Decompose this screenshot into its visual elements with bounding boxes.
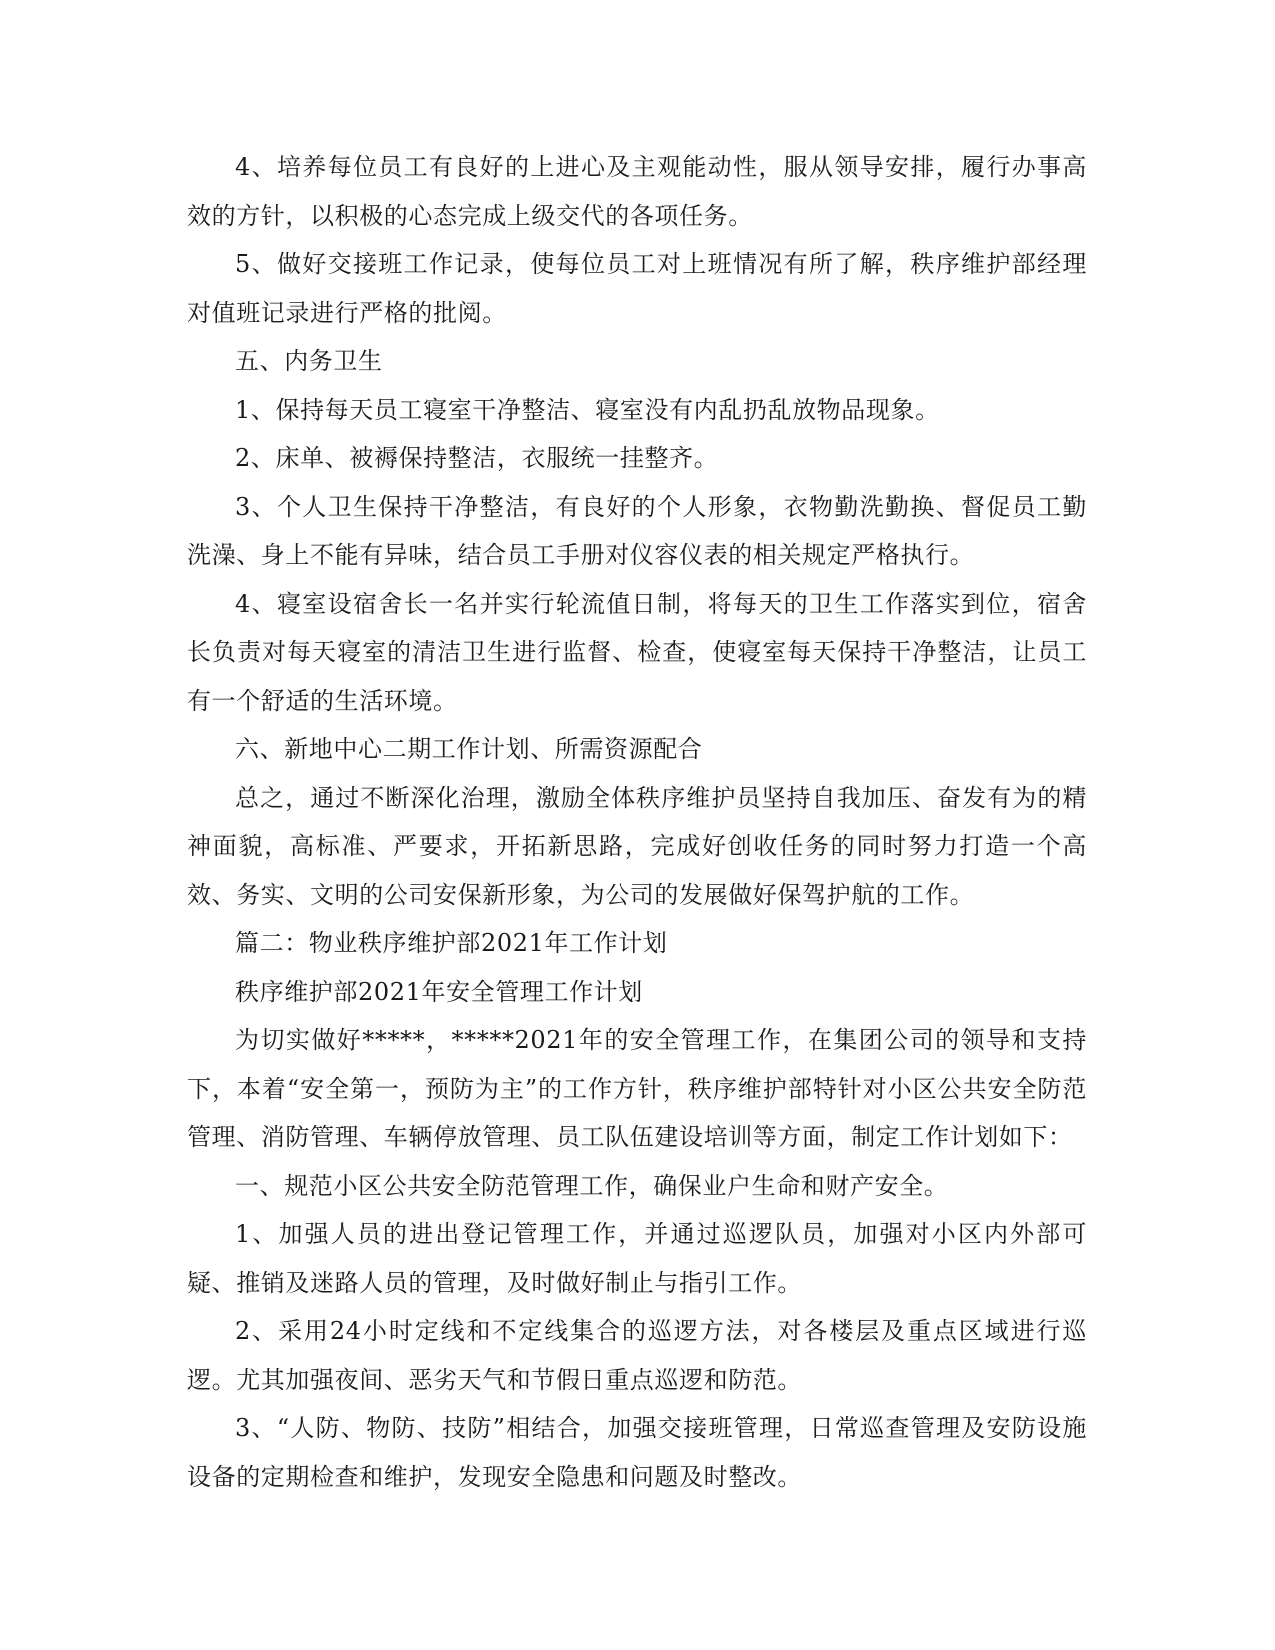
- section-heading: 一、规范小区公共安全防范管理工作，确保业户生命和财产安全。: [235, 1171, 949, 1200]
- paragraph: 4、寝室设宿舍长一名并实行轮流值日制，将每天的卫生工作落实到位，宿舍长负责对每天寝室的清洁卫生进行监督、检查，使寝室每天保持干净整洁，让员工有一个舒适的生活环境。: [187, 589, 1087, 715]
- paragraph: 3、个人卫生保持干净整洁，有良好的个人形象，衣物勤洗勤换、督促员工勤洗澡、身上不能有异味，结合员工手册对仪容仪表的相关规定严格执行。: [187, 492, 1087, 569]
- paragraph: 为切实做好*****，*****2021年的安全管理工作，在集团公司的领导和支持下，本着“安全第一，预防为主”的工作方针，秩序维护部特针对小区公共安全防范管理、消防管理、车辆停放管理、员工队伍建设培训等方面，制定工作计划如下：: [187, 1026, 1087, 1151]
- paragraph: 3、“人防、物防、技防”相结合，加强交接班管理，日常巡查管理及安防设施设备的定期检查和维护，发现安全隐患和问题及时整改。: [187, 1414, 1087, 1491]
- paragraph: 2、床单、被褥保持整洁，衣服统一挂整齐。: [235, 444, 719, 472]
- paragraph: 总之，通过不断深化治理，激励全体秩序维护员坚持自我加压、奋发有为的精神面貌，高标准、严要求，开拓新思路，完成好创收任务的同时努力打造一个高效、务实、文明的公司安保新形象，为公司的发展做好保驾护航的工作。: [187, 783, 1087, 909]
- paragraph: 5、做好交接班工作记录，使每位员工对上班情况有所了解，秩序维护部经理对值班记录进行严格的批阅。: [187, 250, 1087, 327]
- paragraph: 1、加强人员的进出登记管理工作，并通过巡逻队员，加强对小区内外部可疑、推销及迷路人员的管理，及时做好制止与指引工作。: [187, 1220, 1087, 1297]
- article-title: 篇二：物业秩序维护部2021年工作计划: [235, 929, 668, 957]
- article-subtitle: 秩序维护部2021年安全管理工作计划: [235, 977, 643, 1006]
- paragraph: 4、培养每位员工有良好的上进心及主观能动性，服从领导安排，履行办事高效的方针，以积极的心态完成上级交代的各项任务。: [187, 153, 1087, 230]
- paragraph: 2、采用24小时定线和不定线集合的巡逻方法，对各楼层及重点区域进行巡逻。尤其加强夜间、恶劣天气和节假日重点巡逻和防范。: [187, 1317, 1087, 1394]
- paragraph: 1、保持每天员工寝室干净整洁、寝室没有内乱扔乱放物品现象。: [235, 395, 940, 424]
- section-heading: 六、新地中心二期工作计划、所需资源配合: [235, 735, 703, 763]
- section-heading: 五、内务卫生: [235, 347, 383, 375]
- document-body: [187, 143, 1087, 1501]
